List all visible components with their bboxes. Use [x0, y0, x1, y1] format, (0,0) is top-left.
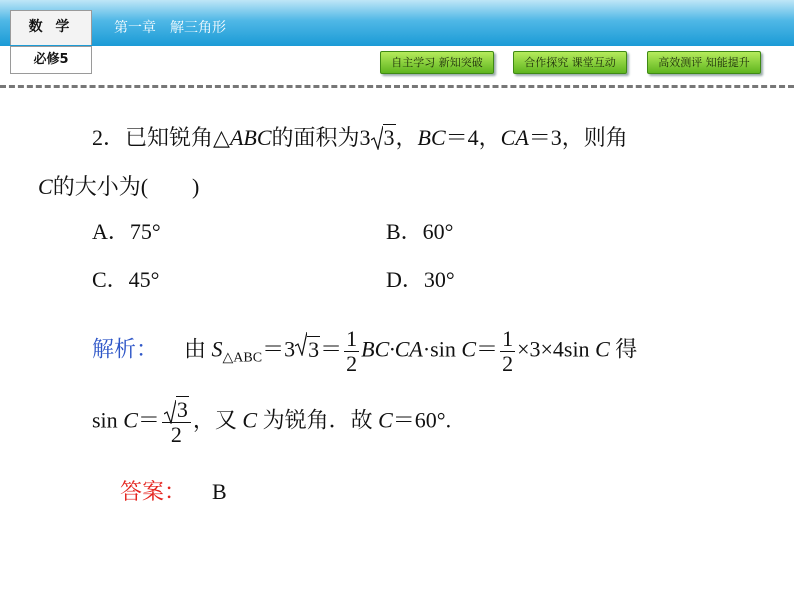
self-study-button[interactable]: 自主学习 新知突破: [380, 51, 494, 74]
fraction-half-2: $\frac{1}{2}$: [502, 326, 514, 376]
solution-label: 解析：: [92, 337, 159, 363]
answer-label: 答案：: [120, 480, 187, 505]
fraction-sqrt3-over-2: $\frac{3}{2}$: [162, 398, 191, 447]
cooperative-inquiry-button[interactable]: 合作探究 课堂互动: [513, 51, 627, 74]
question-line-2: C的大小为( ): [38, 174, 200, 199]
book-tab: 必修5: [10, 46, 92, 74]
option-d: D．30°: [386, 267, 455, 292]
option-a: A．75°: [92, 219, 161, 244]
evaluation-button[interactable]: 高效测评 知能提升: [647, 51, 761, 74]
question-line-1: 2．已知锐角△ABC的面积为3 3，BC＝4，CA＝3，则角: [92, 125, 628, 150]
solution-line-2: sin C＝ $\frac{3}{2}$ ，又 C 为锐角．故 C＝60°.: [92, 397, 452, 447]
divider: [0, 85, 794, 88]
option-b: B．60°: [386, 219, 454, 244]
answer-line: [120, 478, 227, 507]
subject-tab: 数 学: [10, 10, 92, 45]
fraction-half: $\frac{1}{2}$: [346, 326, 358, 376]
sqrt-3: 3: [371, 124, 396, 152]
answer-value: B: [212, 479, 227, 504]
solution-line-1: 解析： 由 $S_{\triangle ABC}=3$ 3＝ $\frac{1}{2}$ BC·CA·sin C＝ $\frac{1}{2}$ ×3×4sin C 得: [92, 326, 638, 376]
chapter-title: 第一章 解三角形: [114, 20, 226, 36]
option-c: C．45°: [92, 267, 160, 292]
